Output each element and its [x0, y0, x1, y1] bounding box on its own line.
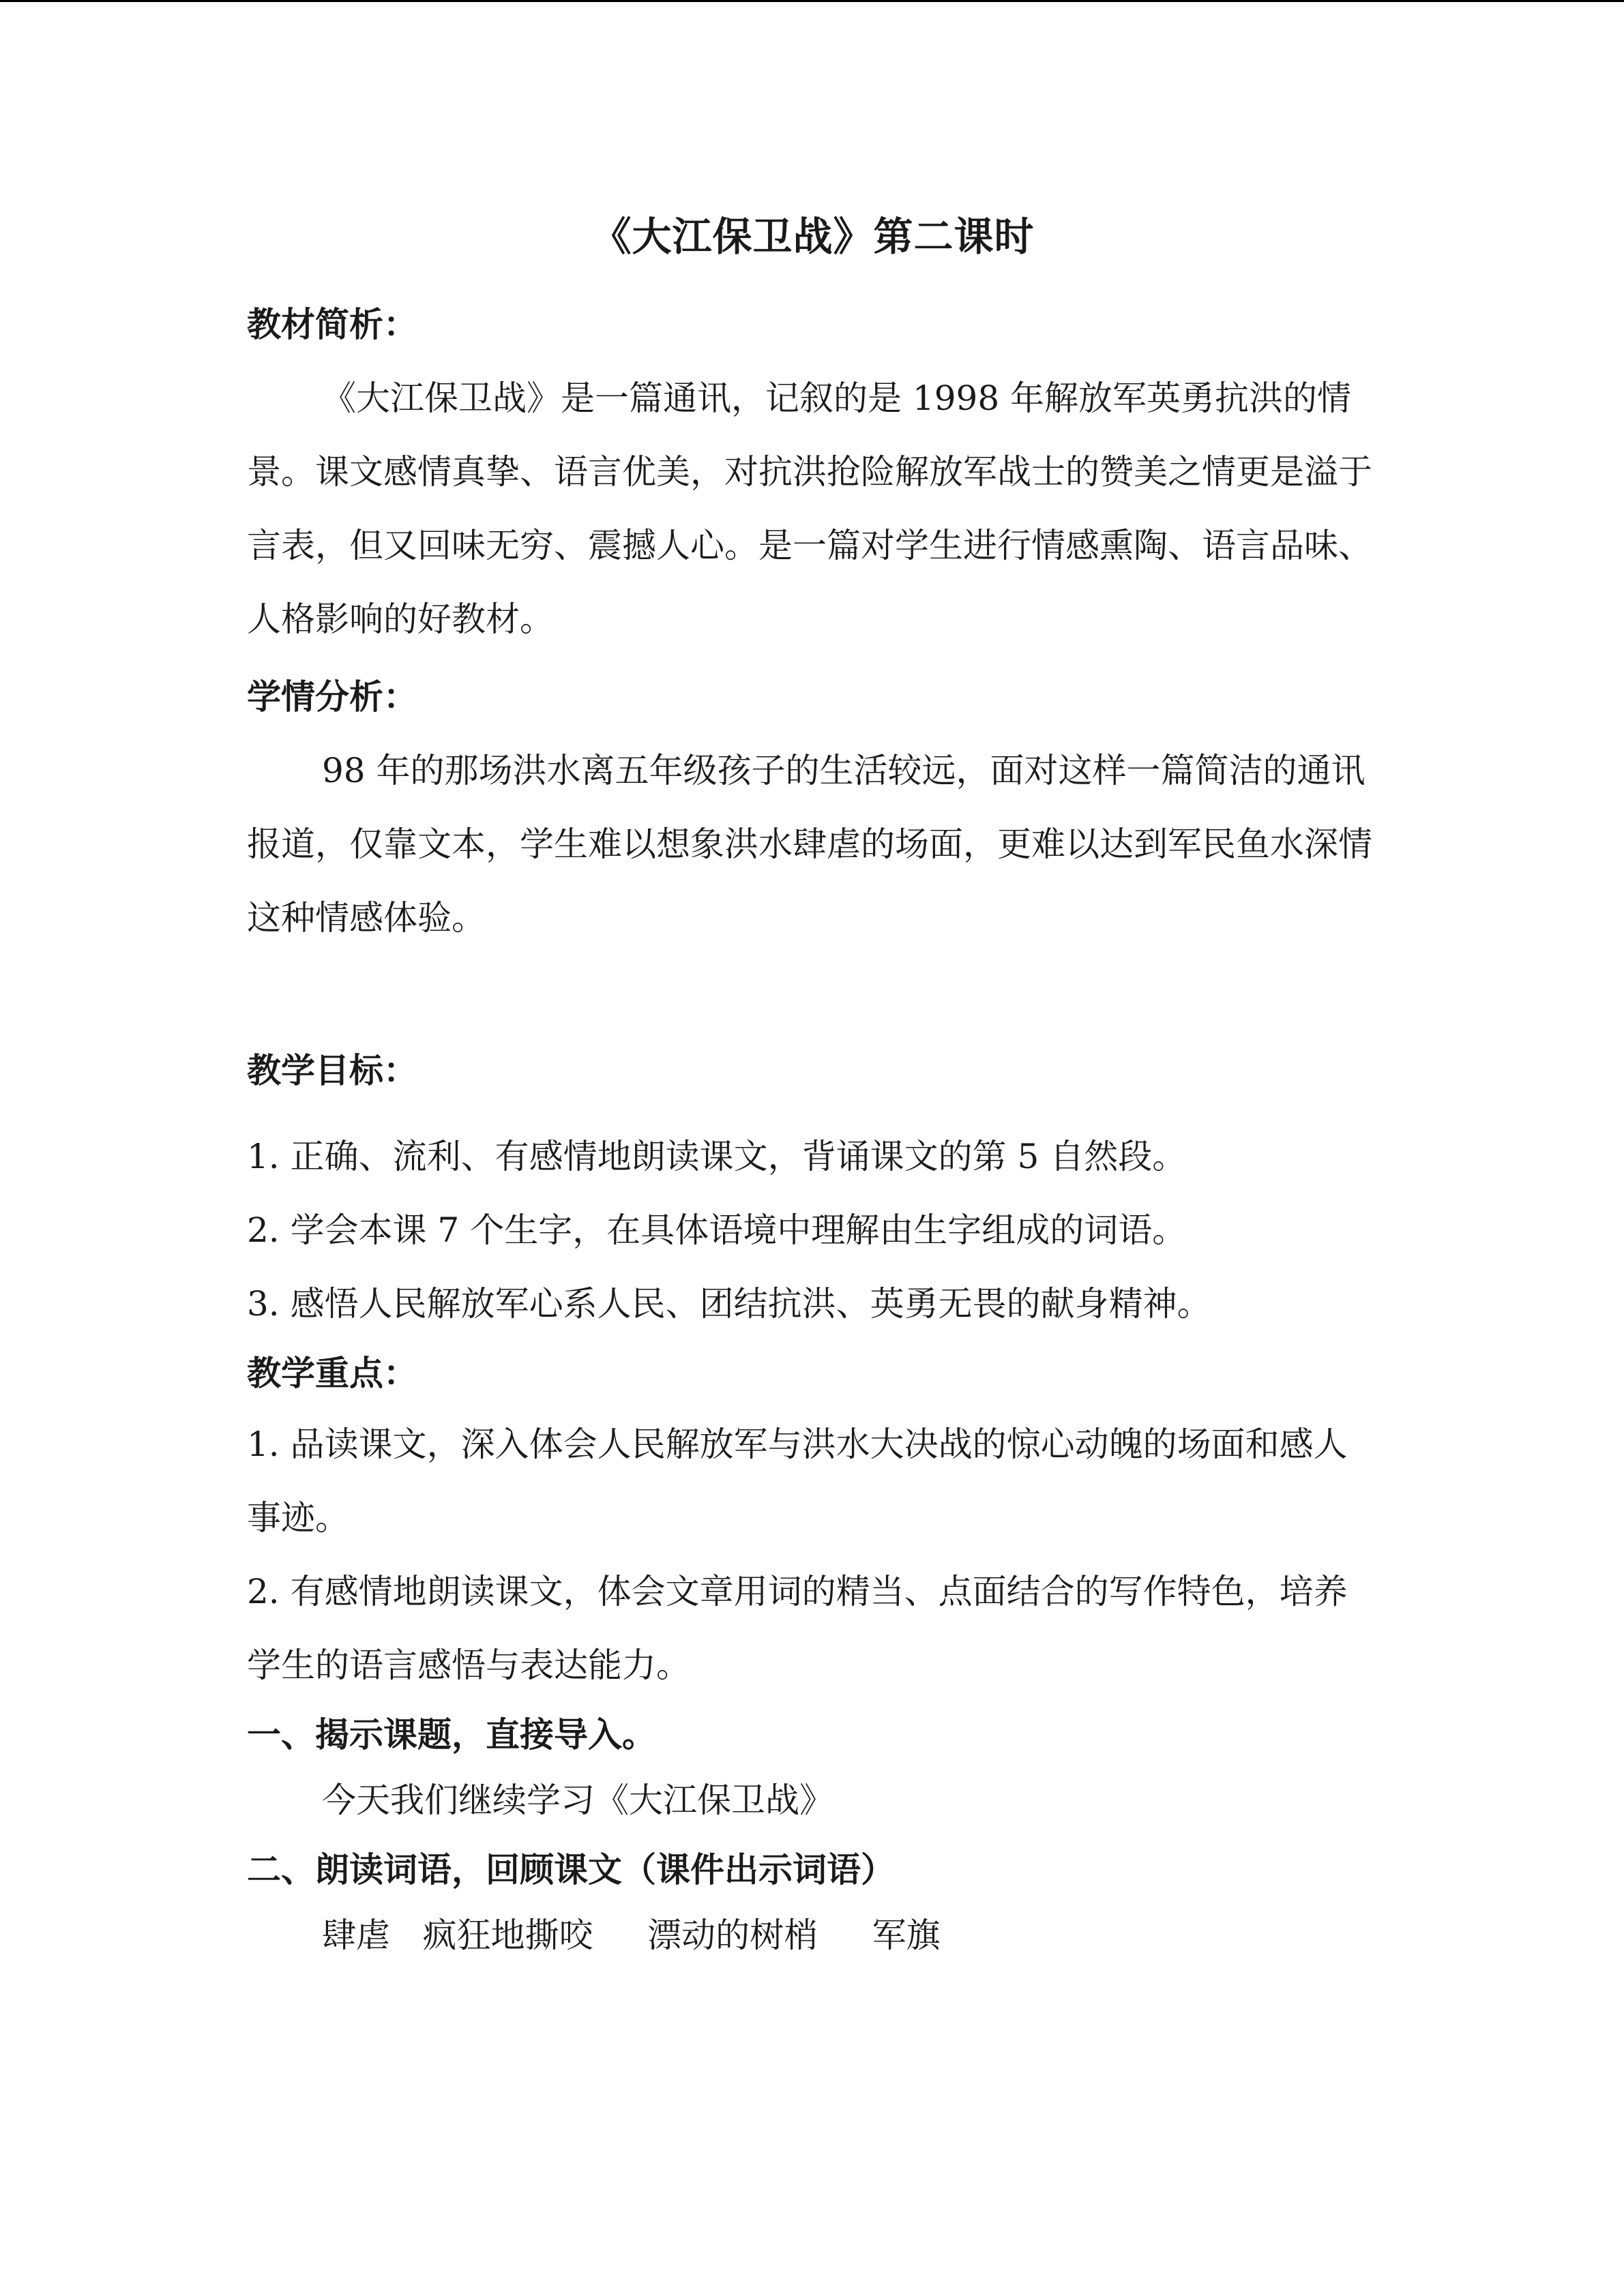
section-heading-students: 学情分析： — [247, 676, 417, 717]
section-heading-step2: 二、朗读词语，回顾课文（课件出示词语） — [247, 1849, 895, 1890]
keypoint-item-2: 2. 有感情地朗读课文，体会文章用词的精当、点面结合的写作特色，培养学生的语言感悟与表达能力。 — [247, 1572, 1348, 1685]
keypoint-item-1: 1. 品读课文，深入体会人民解放军与洪水大决战的惊心动魄的场面和感人事迹。 — [247, 1425, 1348, 1538]
document-title: 《大江保卫战》第二课时 — [591, 213, 1035, 260]
material-paragraph: 《大江保卫战》是一篇通讯，记叙的是 1998 年解放军英勇抗洪的情景。课文感情真挚、语言优美，对抗洪抢险解放军战士的赞美之情更是溢于言表，但又回味无穷、震撼人心。是一篇对学生进行情感熏陶、语言品味、人格影响的好教材。 — [247, 378, 1372, 639]
goal-item-3: 3. 感悟人民解放军心系人民、团结抗洪、英勇无畏的献身精神。 — [247, 1284, 1211, 1324]
page-top-border — [0, 0, 1624, 2]
section-heading-keypoints: 教学重点： — [247, 1353, 417, 1393]
section-heading-material: 教材简析： — [247, 304, 417, 344]
students-paragraph: 98 年的那场洪水离五年级孩子的生活较远，面对这样一篇简洁的通讯报道，仅靠文本，学生难以想象洪水肆虐的场面，更难以达到军民鱼水深情这种情感体验。 — [247, 751, 1372, 938]
step2-word-list: 肆虐 疯狂地撕咬 漂动的树梢 军旗 — [322, 1915, 941, 1955]
step1-text: 今天我们继续学习《大江保卫战》 — [322, 1780, 833, 1820]
goal-item-1: 1. 正确、流利、有感情地朗读课文，背诵课文的第 5 自然段。 — [247, 1137, 1187, 1176]
section-heading-step1: 一、揭示课题，直接导入。 — [247, 1714, 656, 1755]
goal-item-2: 2. 学会本课 7 个生字，在具体语境中理解由生字组成的词语。 — [247, 1210, 1187, 1250]
section-heading-goals: 教学目标： — [247, 1050, 417, 1090]
document-page — [247, 205, 1379, 1972]
